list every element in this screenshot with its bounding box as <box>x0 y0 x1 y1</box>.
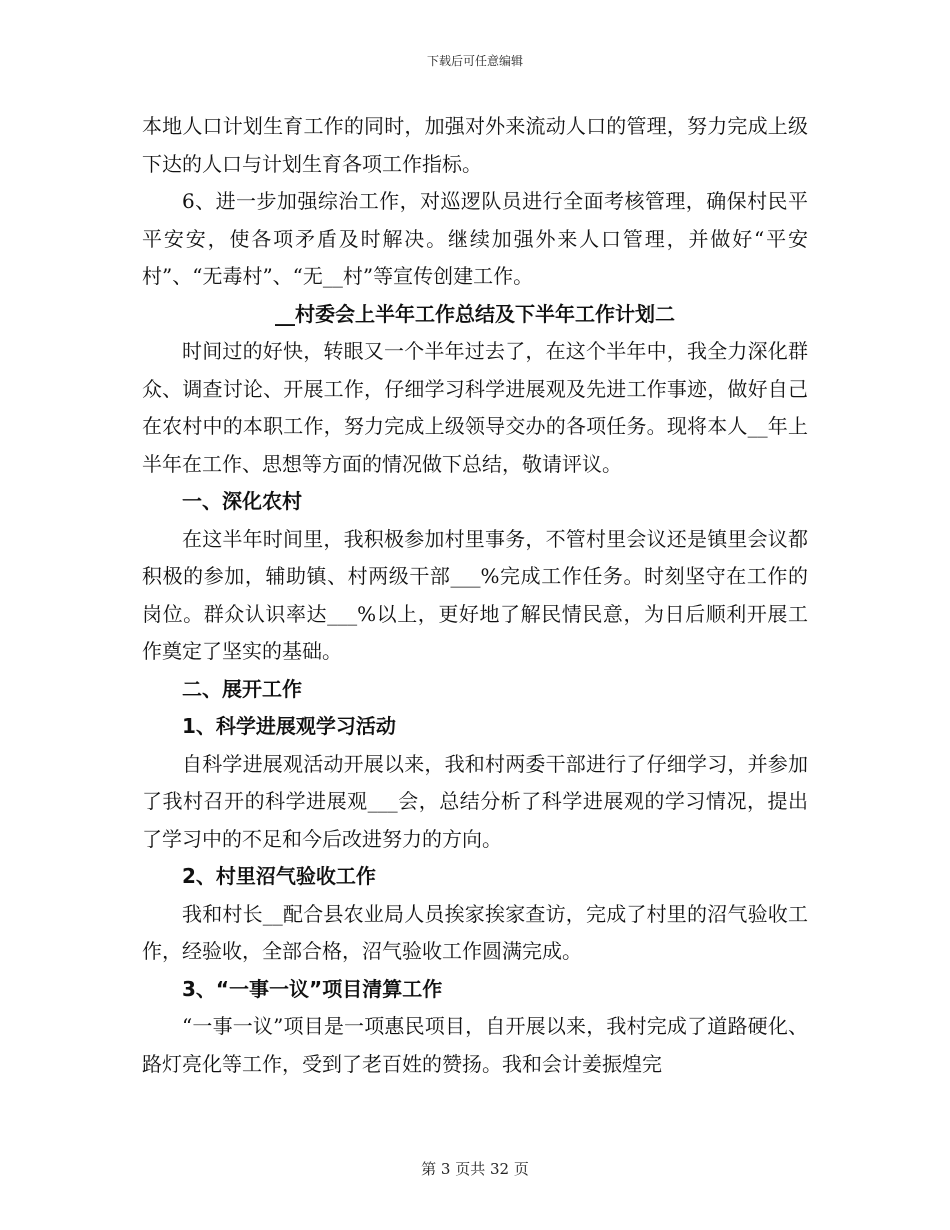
paragraph-population: 本地人口计划生育工作的同时，加强对外来流动人口的管理，努力完成上级下达的人口与计划生育各项工作指标。 <box>142 114 808 176</box>
heading-project-settlement: 3、“一事一议”项目清算工作 <box>182 976 443 1001</box>
paragraph-security: 6、进一步加强综治工作，对巡逻队员进行全面考核管理，确保村民平平安安，使各项矛盾及时解决。继续加强外来人口管理，并做好“平安村”、“无毒村”、“无__村”等宣传创建工作。 <box>142 189 808 288</box>
heading-study-activity: 1、科学进展观学习活动 <box>182 714 396 738</box>
page-header: 下载后可任意编辑 <box>426 54 523 68</box>
paragraph-intro: 时间过的好快，转眼又一个半年过去了，在这个半年中，我全力深化群众、调查讨论、开展工作，仔细学习科学进展观及先进工作事迹，做好自己在农村中的本职工作，努力完成上级领导交办的各项任务。现将本人__年上半年在工作、思想等方面的情况做下总结，敬请评议。 <box>142 339 808 476</box>
document-body <box>142 108 808 1083</box>
heading-biogas-inspection: 2、村里沼气验收工作 <box>182 864 376 888</box>
paragraph-project-settlement: “一事一议”项目是一项惠民项目，自开展以来，我村完成了道路硬化、路灯亮化等工作，受到了老百姓的赞扬。我和会计姜振煌完 <box>142 1014 808 1076</box>
paragraph-biogas-inspection: 我和村长__配合县农业局人员挨家挨家查访，完成了村里的沼气验收工作，经验收，全部合格，沼气验收工作圆满完成。 <box>142 901 808 963</box>
heading-carry-out-work: 二、展开工作 <box>182 676 302 701</box>
section-title: __村委会上半年工作总结及下半年工作计划二 <box>275 301 675 326</box>
heading-deepen-village: 一、深化农村 <box>182 489 302 513</box>
paragraph-study-activity: 自科学进展观活动开展以来，我和村两委干部进行了仔细学习，并参加了我村召开的科学进展观___会，总结分析了科学进展观的学习情况，提出了学习中的不足和今后改进努力的方向。 <box>142 751 808 851</box>
page-footer: 第 3 页共 32 页 <box>421 1160 529 1178</box>
paragraph-village-affairs: 在这半年时间里，我积极参加村里事务，不管村里会议还是镇里会议都积极的参加，辅助镇、村两级干部___%完成工作任务。时刻坚守在工作的岗位。群众认识率达___%以上，更好地了解民情民意，为日后顺利开展工作奠定了坚实的基础。 <box>142 526 808 663</box>
